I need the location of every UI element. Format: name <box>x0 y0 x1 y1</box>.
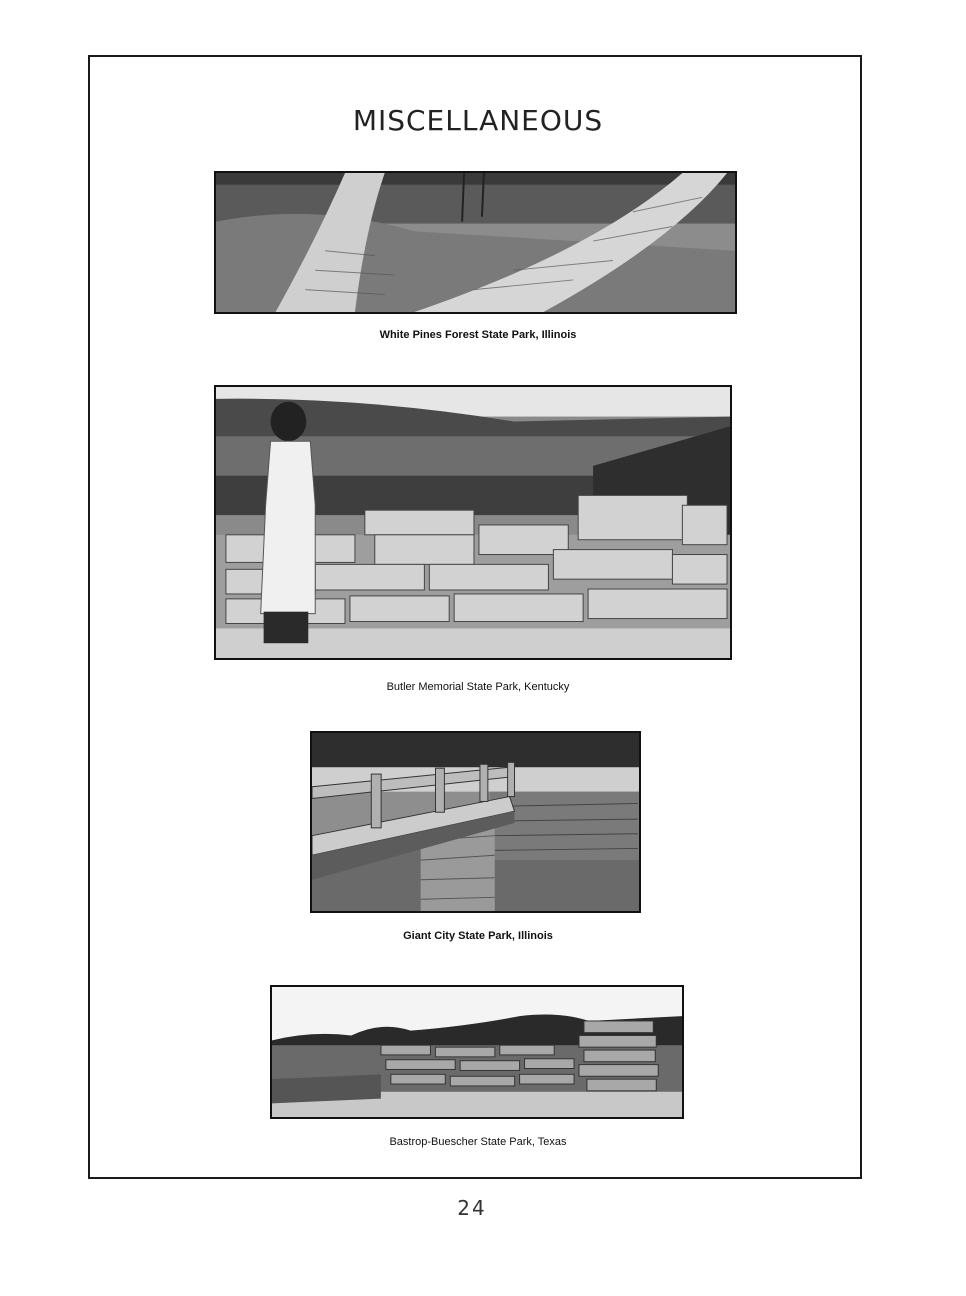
page-number: 24 <box>457 1196 487 1220</box>
photo-butler-memorial-overlook <box>214 385 732 660</box>
caption-figure-1: White Pines Forest State Park, Illinois <box>379 329 577 341</box>
caption-figure-4: Bastrop-Buescher State Park, Texas <box>389 1136 567 1148</box>
photo-giant-city-bridge <box>310 731 641 913</box>
caption-figure-2: Butler Memorial State Park, Kentucky <box>386 681 570 693</box>
caption-figure-3: Giant City State Park, Illinois <box>403 930 553 942</box>
photo-bastrop-buescher-wall <box>270 985 684 1119</box>
photo-white-pines-path <box>214 171 737 314</box>
page-title: MISCELLANEOUS <box>352 104 604 137</box>
